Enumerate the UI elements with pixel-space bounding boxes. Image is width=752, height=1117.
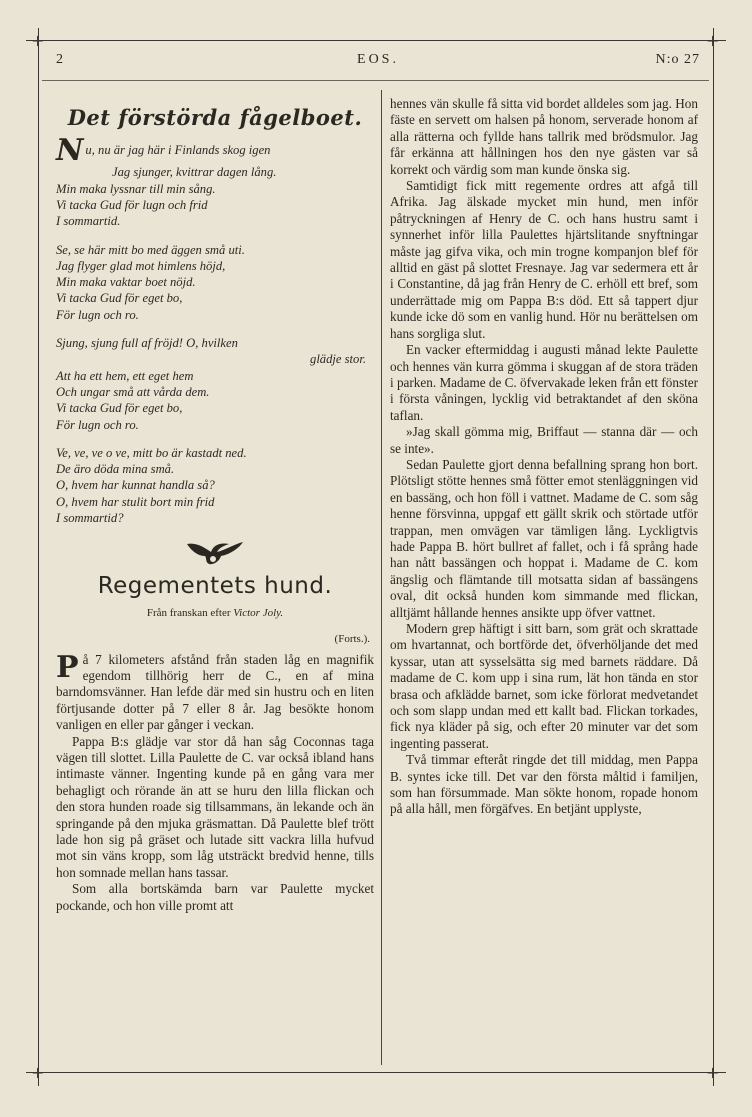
poem-line: De äro döda mina små. <box>56 462 175 477</box>
poem-stanza <box>56 242 374 323</box>
poem-line: Sjung, sjung full af fröjd! O, hvilken <box>56 336 238 351</box>
story-paragraph: Modern grep häftigt i sitt barn, som grät och skrattade om hvartannat, och bortförde det, öfverhöljande det med kyssar, utan att sysselsätta sig med barnets räddare. Då madame de C. kom upp i sina rum, lät hon tända en stor brasa och afklädde barnet, som icke förlorat medvetandet och som slapp undan med ett kallt bad. Flickan torkades, fick nya kläder på sig, och efter 20 minuter var det som ingenting passerat. <box>390 621 698 751</box>
poem-line: Vi tacka Gud för eget bo, <box>56 401 183 416</box>
poem-line: O, hvem har kunnat handla så? <box>56 478 215 493</box>
story-paragraph: »Jag skall gömma mig, Briffaut — stanna där — och se inte». <box>390 424 698 456</box>
byline-author: Victor Joly. <box>233 606 284 619</box>
poem-stanza <box>56 445 374 526</box>
poem-line: Och ungar små att vårda dem. <box>56 384 210 399</box>
page-number: 2 <box>56 52 64 67</box>
poem-line: Min maka lyssnar till min sång. <box>56 181 216 196</box>
poem-line: Jag sjunger, kvittrar dagen lång. <box>112 165 277 180</box>
bird-ornament-icon <box>183 538 247 568</box>
continued-note: (Forts.). <box>334 633 370 646</box>
poem-line: Ve, ve, ve o ve, mitt bo är kastadt ned. <box>56 445 247 460</box>
header-rule <box>42 80 709 81</box>
issue-number: N:o 27 <box>655 52 700 67</box>
right-column <box>390 96 698 818</box>
poem-stanza <box>56 335 374 433</box>
corner-cross-icon: + <box>706 31 720 50</box>
column-rule <box>381 90 382 1065</box>
poem-line: Min maka vaktar boet nöjd. <box>56 275 196 290</box>
story-paragraph: På 7 kilometers afstånd från staden låg en magnifik egendom tillhörig herr de C., en af mina barndomsvänner. Han lefde där med sin hustru och en liten förtjusande dotter på 7 eller 8 år. Jag besökte honom vanligen en eller par gånger i veckan. <box>56 649 374 733</box>
poem-line: Jag flyger glad mot himlens höjd, <box>56 258 226 273</box>
story-paragraph: En vacker eftermiddag i augusti månad lekte Paulette och hennes vän kurra gömma i skuggan af de stora träden i parken. Madame de C. öfvervakade leken från ett fönster i första våningen, lycklig vid betraktandet af den sköna taflan. <box>390 342 698 423</box>
poem-line: För lugn och ro. <box>56 417 139 432</box>
story-initial: P <box>56 649 79 685</box>
story-paragraph: Sedan Paulette gjort denna befallning sprang hon bort. Plötsligt stötte hennes små fötter emot stenläggningen vid en bassäng, och hon föll i vattnet. Madame de C. som såg henne försvinna, uppgaf ett gällt skrik och störtade utför trappan, men omvägen var tämligen lång. Lyckligtvis hade Pappa B. hört bullret af fallet, och i få språng hade han nått bassängen och hoppat i. Madame de C. kom ängslig och flämtande till motsatta sidan af bassängens oval, dit också hunden kom simmande med flickan, alltjämt hållande hennes ansikte upp öfver vattnet. <box>390 456 698 620</box>
story-paragraph: Pappa B:s glädje var stor då han såg Coconnas taga vägen till slottet. Lilla Paulette de C. var också ibland hans intimaste vänner. Ingenting kunde på en gång vara mer behagligt och rörande än att se huru den lilla flickan och den stora hunden roade sig tillsammans, än lekande och än springande på den mjuka gräsmattan. Då Paulette blef trött lade hon sig på gräset och lutade sitt vackra lilla hufvud mot sin väns kropp, som låg utsträckt bredvid henne, tills hon somnade mellan hans tassar. <box>56 733 374 880</box>
story-paragraph: Samtidigt fick mitt regemente ordres att afgå till Afrika. Jag älskade mycket min hund, men inför påtryckningen af Henry de C. och hans hustru samt i synnerhet inför lilla Paulettes hjärtslitande snyftningar måste jag gifva vika, och min trogne kompanjon blef för alltid en gäst på slottet Fresnaye. Jag var sedermera ett år i Constantine, då jag från Henry de C. erhöll ett bref, som underrättade mig om Pappa B:s död. Ett så tappert djur kunde icke dö som en vanlig hund. Hör nu berättelsen om hans sorgliga slut. <box>390 178 698 341</box>
story-paragraph: Som alla bortskämda barn var Paulette mycket pockande, och hon ville promt att <box>56 881 374 913</box>
frame-top-rule <box>26 40 726 41</box>
poem-line: Att ha ett hem, ett eget hem <box>56 368 194 383</box>
poem-line: För lugn och ro. <box>56 307 139 322</box>
left-column <box>56 96 374 914</box>
poem-line: I sommartid? <box>56 511 124 526</box>
running-head <box>56 52 700 72</box>
magazine-title: EOS. <box>357 52 399 67</box>
corner-cross-icon: + <box>31 1063 45 1082</box>
story-title: Regementets hund. <box>97 573 333 600</box>
frame-left-rule <box>38 28 39 1086</box>
frame-bottom-rule <box>26 1072 726 1073</box>
poem-initial: N <box>56 133 84 169</box>
poem-title: Det förstörda fågelboet. <box>67 105 363 130</box>
poem-line: glädje stor. <box>310 352 366 367</box>
poem-line: O, hvem har stulit bort min frid <box>56 494 215 509</box>
poem-stanza <box>56 133 374 229</box>
corner-cross-icon: + <box>31 31 45 50</box>
poem-line: Nu, nu är jag här i Finlands skog igen <box>56 133 271 169</box>
corner-cross-icon: + <box>706 1063 720 1082</box>
story-paragraph: Två timmar efteråt ringde det till middag, men Pappa B. syntes icke till. Det var den första måltid i familjen, som han försummade. Man sökte honom, ropade honom på alla håll, men förgäfves. En betjänt upplyste, <box>390 752 698 817</box>
poem-line: Vi tacka Gud för eget bo, <box>56 291 183 306</box>
poem <box>56 133 374 526</box>
story-left-text <box>56 649 374 915</box>
byline-prefix: Från franskan efter <box>146 606 231 619</box>
frame-right-rule <box>713 28 714 1086</box>
poem-line: Vi tacka Gud för lugn och frid <box>56 198 208 212</box>
poem-line: Se, se här mitt bo med äggen små uti. <box>56 242 245 257</box>
poem-line: I sommartid. <box>56 214 121 229</box>
byline <box>56 605 374 621</box>
story-paragraph: hennes vän skulle få sitta vid bordet alldeles som jag. Hon fäste en servett om halsen på honom, serverade honom af alla rätterna och fyllde hans tallrik med brödsmulor. Jag får erkänna att hållningen hos den nye gästen var så korrekt och värdig som man kunde önska sig. <box>390 96 698 177</box>
